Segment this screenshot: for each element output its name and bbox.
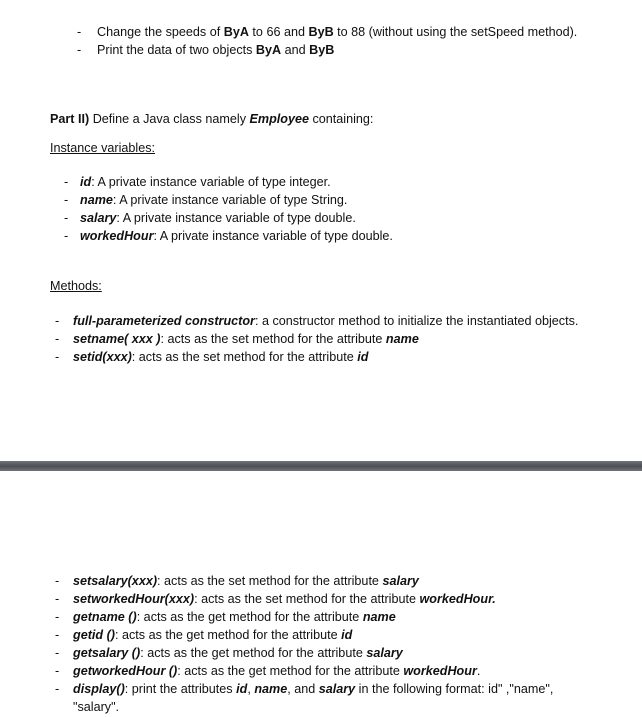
list-item: display(): print the attributes id, name, and salary in the following format: id" ,"name", [73, 682, 554, 696]
list-item: getsalary (): acts as the get method for the attribute salary [73, 646, 403, 660]
list-item: Print the data of two objects ByA and ByB [97, 43, 335, 57]
bullet-dash: - [64, 211, 69, 225]
list-item: full-parameterized constructor: a constructor method to initialize the instantiated objects. [73, 314, 579, 328]
methods-heading: Methods: [50, 279, 102, 293]
bullet-dash: - [64, 175, 69, 189]
list-item: setworkedHour(xxx): acts as the set method for the attribute workedHour. [73, 592, 496, 606]
bullet-dash: - [55, 682, 60, 696]
bullet-dash: - [55, 574, 60, 588]
bullet-dash: - [77, 25, 82, 39]
bullet-dash: - [55, 664, 60, 678]
page-separator [0, 461, 642, 471]
bullet-dash: - [55, 610, 60, 624]
bullet-dash: - [64, 193, 69, 207]
part-heading: Part II) Define a Java class namely Employee containing: [50, 112, 374, 126]
list-item: id: A private instance variable of type integer. [80, 175, 331, 189]
bullet-dash: - [55, 592, 60, 606]
list-item: workedHour: A private instance variable of type double. [80, 229, 393, 243]
bullet-dash: - [55, 332, 60, 346]
list-item: setsalary(xxx): acts as the set method for the attribute salary [73, 574, 419, 588]
bullet-dash: - [77, 43, 82, 57]
bullet-dash: - [55, 628, 60, 642]
bullet-dash: - [55, 350, 60, 364]
list-item: name: A private instance variable of type String. [80, 193, 348, 207]
list-item: getid (): acts as the get method for the attribute id [73, 628, 353, 642]
bullet-dash: - [55, 314, 60, 328]
bullet-dash: - [64, 229, 69, 243]
list-item: getname (): acts as the get method for the attribute name [73, 610, 396, 624]
instance-heading: Instance variables: [50, 141, 156, 155]
list-item-continuation: "salary". [73, 700, 120, 714]
list-item: getworkedHour (): acts as the get method for the attribute workedHour. [73, 664, 481, 678]
list-item: setid(xxx): acts as the set method for the attribute id [73, 350, 369, 364]
list-item: Change the speeds of ByA to 66 and ByB to 88 (without using the setSpeed method). [97, 25, 578, 39]
list-item: salary: A private instance variable of type double. [80, 211, 356, 225]
list-item: setname( xxx ): acts as the set method for the attribute name [73, 332, 419, 346]
bullet-dash: - [55, 646, 60, 660]
